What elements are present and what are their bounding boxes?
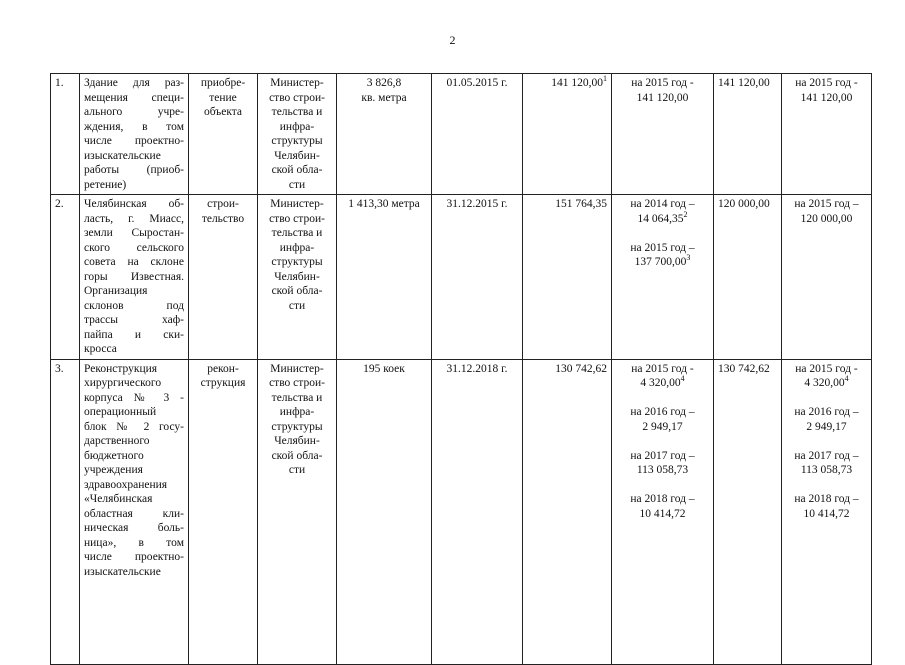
- table-row: [51, 74, 872, 195]
- object-name-line: учреждения: [84, 464, 143, 476]
- annual-volume-text: на 2015 год - 4 320,00: [631, 362, 694, 389]
- capacity: 1 413,30 метра: [337, 195, 432, 360]
- object-name-line: совета на склоне: [84, 256, 184, 268]
- object-name-line: числе проектно-: [84, 551, 184, 563]
- annual-funding-entry: [786, 405, 867, 434]
- object-name-line: изыскательские: [84, 565, 161, 578]
- object-name-line: изыскательские: [84, 149, 161, 162]
- table-row: [51, 195, 872, 360]
- annual-funding-text: на 2016 год – 2 949,17: [794, 406, 859, 433]
- object-name-line: ница», в том: [84, 536, 184, 549]
- annual-volume-entry: [616, 405, 709, 434]
- object-name-line: ального учре-: [84, 106, 184, 118]
- objects-table: [50, 73, 872, 665]
- object-name-line: ласть, г. Миасс,: [84, 212, 184, 225]
- annual-funding-entry: [786, 76, 867, 105]
- object-name-line: Здание для раз-: [84, 77, 184, 89]
- object-name-line: ническая боль-: [84, 522, 184, 534]
- annual-volume-entry: [616, 197, 709, 226]
- object-name-line: трассы хаф-: [84, 314, 184, 326]
- annual-volume-text: на 2017 год – 113 058,73: [630, 449, 695, 476]
- annual-funding: [782, 195, 872, 360]
- object-name-line: кросса: [84, 343, 117, 355]
- estimated-cost-value: 130 742,62: [555, 362, 607, 375]
- object-name-line: хирургического: [84, 377, 162, 389]
- annual-volume-text: на 2015 год - 141 120,00: [631, 77, 694, 104]
- estimated-cost: [523, 359, 612, 664]
- annual-volume-text: на 2018 год – 10 414,72: [630, 493, 695, 520]
- object-name-line: «Челябинская: [84, 493, 153, 505]
- annual-funding-text: на 2015 год - 4 320,00: [795, 362, 858, 389]
- object-name-line: здравоохранения: [84, 478, 168, 491]
- capacity: 195 коек: [337, 359, 432, 664]
- object-name-line: бюджетного: [84, 449, 144, 462]
- footnote-marker: 1: [603, 74, 607, 84]
- estimated-cost: [523, 195, 612, 360]
- funding-total: 141 120,00: [714, 74, 782, 195]
- footnote-marker: 4: [844, 374, 849, 384]
- object-name-line: работы (приоб-: [84, 164, 184, 176]
- row-number: 2.: [51, 195, 80, 360]
- annual-volume-entry: [616, 362, 709, 391]
- completion-date: 31.12.2018 г.: [432, 359, 523, 664]
- estimated-cost-value: 151 764,35: [555, 198, 607, 210]
- object-name: [80, 195, 189, 360]
- footnote-marker: 4: [680, 374, 685, 384]
- annual-volume-entry: [616, 492, 709, 521]
- object-name-line: блок № 2 госу-: [84, 420, 184, 433]
- object-name-line: склонов под: [84, 299, 184, 312]
- row-number: 1.: [51, 74, 80, 195]
- object-name-line: корпуса № 3 -: [84, 391, 184, 404]
- annual-volume-text: на 2014 год – 14 064,35: [630, 198, 695, 225]
- table-body: [51, 74, 872, 665]
- annual-funding-text: на 2015 год – 120 000,00: [794, 198, 859, 225]
- footnote-marker: 3: [686, 253, 691, 263]
- completion-date: 31.12.2015 г.: [432, 195, 523, 360]
- estimated-cost-value: 141 120,00: [551, 77, 603, 89]
- customer: Министер- ство строи- тельства и инфра- структуры Челябин- ской обла- сти: [258, 359, 337, 664]
- annual-funding: [782, 74, 872, 195]
- annual-funding: [782, 359, 872, 664]
- annual-funding-text: на 2015 год - 141 120,00: [795, 77, 858, 104]
- annual-volume-entry: [616, 76, 709, 105]
- completion-date: 01.05.2015 г.: [432, 74, 523, 195]
- object-name-line: ского сельского: [84, 241, 184, 254]
- annual-volume-entry: [616, 449, 709, 478]
- page-number: 2: [449, 33, 456, 47]
- customer: Министер- ство строи- тельства и инфра- структуры Челябин- ской обла- сти: [258, 195, 337, 360]
- object-name-line: Реконструкция: [84, 362, 158, 375]
- object-name-line: дарственного: [84, 435, 150, 447]
- estimated-cost: [523, 74, 612, 195]
- annual-funding-entry: [786, 492, 867, 521]
- customer: Министер- ство строи- тельства и инфра- структуры Челябин- ской обла- сти: [258, 74, 337, 195]
- object-name-line: земли Сыростан-: [84, 227, 184, 239]
- annual-funding-entry: [786, 362, 867, 391]
- object-name-line: Организация: [84, 285, 148, 297]
- object-name-line: горы Известная.: [84, 270, 184, 283]
- footnote-marker: 2: [683, 209, 688, 219]
- funding-total: 120 000,00: [714, 195, 782, 360]
- object-name-line: ждения, в том: [84, 120, 184, 133]
- annual-funding-entry: [786, 197, 867, 226]
- table-row: [51, 359, 872, 664]
- object-name: [80, 74, 189, 195]
- object-name-line: пайпа и ски-: [84, 328, 184, 341]
- annual-volume-text: на 2015 год – 137 700,00: [630, 241, 695, 268]
- annual-volume: [612, 359, 714, 664]
- funding-total: 130 742,62: [714, 359, 782, 664]
- object-name-line: областная кли-: [84, 507, 184, 520]
- capacity: 3 826,8 кв. метра: [337, 74, 432, 195]
- work-type: приобре- тение объекта: [189, 74, 258, 195]
- annual-funding-text: на 2017 год – 113 058,73: [794, 449, 859, 476]
- object-name-line: операционный: [84, 406, 157, 418]
- object-name-line: Челябинская об-: [84, 198, 184, 210]
- annual-volume: [612, 195, 714, 360]
- annual-volume: [612, 74, 714, 195]
- object-name: [80, 359, 189, 664]
- work-type: строи- тельство: [189, 195, 258, 360]
- annual-funding-entry: [786, 449, 867, 478]
- row-number: 3.: [51, 359, 80, 664]
- annual-volume-text: на 2016 год – 2 949,17: [630, 406, 695, 433]
- object-name-line: мещения специ-: [84, 91, 184, 104]
- work-type: рекон- струкция: [189, 359, 258, 664]
- object-name-line: числе проектно-: [84, 135, 184, 147]
- annual-funding-text: на 2018 год – 10 414,72: [794, 493, 859, 520]
- object-name-line: ретение): [84, 178, 127, 191]
- annual-volume-entry: [616, 241, 709, 270]
